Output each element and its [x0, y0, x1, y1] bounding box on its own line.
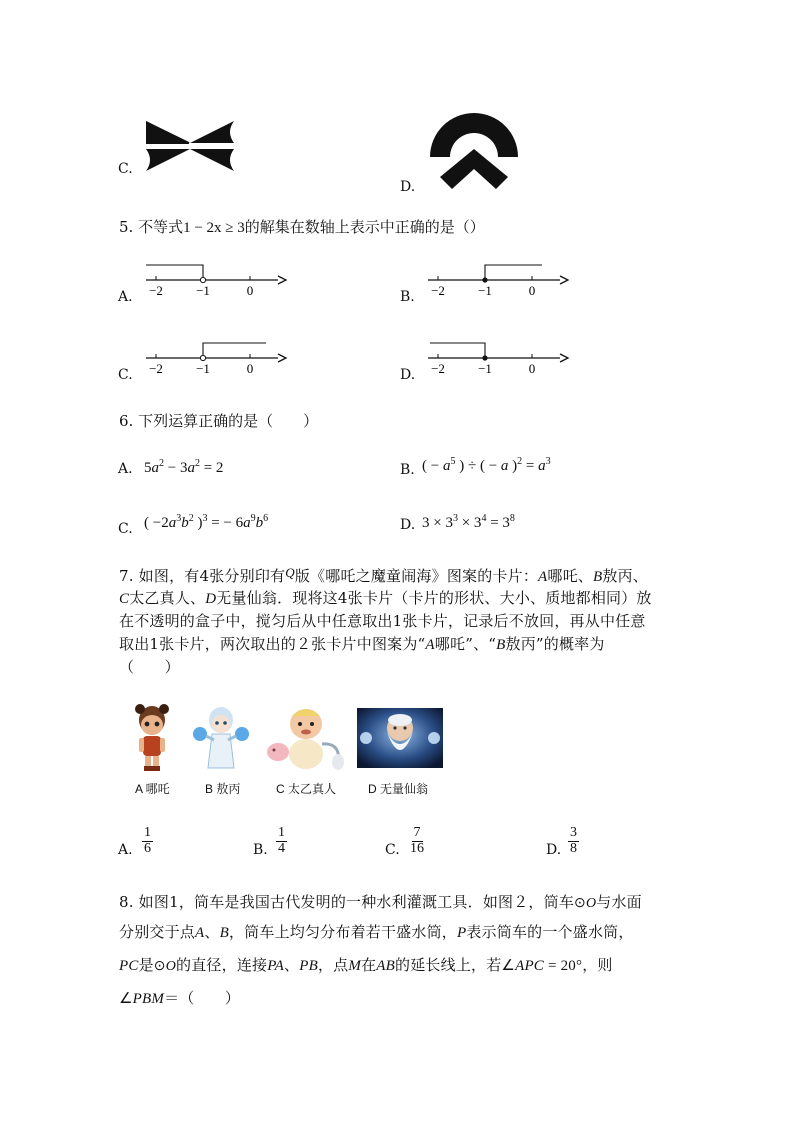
- q7-option-b-fraction: $\frac{1}{4}$: [278, 825, 285, 856]
- tick-label: 0: [528, 283, 536, 298]
- q7-option-c-label: C.: [385, 842, 400, 858]
- q8-line-1: 8. 如图1，筒车是我国古代发明的一种水利灌溉工具．如图２，筒车⊙O与水面: [119, 893, 642, 911]
- tick-label: 0: [528, 361, 536, 376]
- q8-line-2: 分别交于点A、B，筒车上均匀分布着若干盛水筒，P表示筒车的一个盛水筒，: [119, 923, 634, 941]
- card-caption-a: A 哪吒: [135, 782, 170, 796]
- q7-option-a-fraction: $\frac{1}{6}$: [144, 825, 151, 856]
- card-caption-d: D 无量仙翁: [368, 782, 429, 796]
- number-line-c: [140, 336, 290, 376]
- tick-label: −1: [196, 361, 210, 376]
- q7-option-d-fraction: $\frac{3}{8}$: [570, 825, 577, 856]
- tick-label: −2: [431, 361, 445, 376]
- number-line-b: [422, 258, 572, 298]
- q4-option-c-label: C.: [118, 161, 133, 177]
- q5-option-c-label: C.: [118, 367, 133, 383]
- q6-option-c-expr: ( $-2a^3b^2$ )$^3$ = − $6a^9b^6$: [144, 513, 269, 531]
- number-line-a: [140, 258, 290, 298]
- q6-option-b-expr: ( − $a^5$ ) ÷ ( − a )$^2 = a^3$: [422, 456, 551, 474]
- q7-option-b-label: B.: [253, 842, 268, 858]
- q6-option-b-label: B.: [400, 462, 415, 478]
- number-line-d: [422, 336, 572, 376]
- tick-label: −1: [478, 361, 492, 376]
- card-caption-b: B 敖丙: [205, 782, 241, 796]
- q5-option-d-label: D.: [400, 367, 416, 383]
- q8-line-3: PC是⊙O的直径，连接PA、PB，点M在AB的延长线上，若∠APC = 20°，则: [119, 956, 613, 974]
- tick-label: −2: [431, 283, 445, 298]
- q6-option-d-expr: $3 \times 3^3 \times 3^4 = 3^8$: [422, 513, 515, 531]
- tick-label: −2: [149, 283, 163, 298]
- q6-option-a-expr: $5a^2 - 3a^2 = 2$: [144, 458, 224, 476]
- bowtie-shape-figure: [140, 118, 240, 174]
- q6-option-a-label: A.: [118, 461, 133, 477]
- tick-label: −1: [196, 283, 210, 298]
- wuliang-card-image: [357, 708, 443, 768]
- q6-option-c-label: C.: [118, 521, 133, 537]
- q6-option-d-label: D.: [400, 517, 416, 533]
- aobing-card-image: [192, 702, 250, 772]
- q7-option-d-label: D.: [546, 842, 562, 858]
- q4-option-d-label: D.: [400, 179, 416, 195]
- q5-option-b-label: B.: [400, 289, 415, 305]
- q5-stem: 5. 不等式1 − 2x ≥ 3的解集在数轴上表示中正确的是（）: [119, 218, 485, 236]
- tick-label: −1: [478, 283, 492, 298]
- q5-option-a-label: A.: [118, 289, 133, 305]
- tick-label: −2: [149, 361, 163, 376]
- q7-line-4: 取出1张卡片，两次取出的２张卡片中图案为“A哪吒”、“B敖丙”的概率为: [119, 635, 605, 653]
- q7-option-c-fraction: $\frac{7}{16}$: [410, 825, 424, 856]
- tick-label: 0: [246, 361, 254, 376]
- q7-option-a-label: A.: [118, 842, 133, 858]
- tick-label: 0: [246, 283, 254, 298]
- arch-shape-figure: [428, 105, 520, 193]
- q6-stem: 6. 下列运算正确的是（ ）: [119, 412, 319, 430]
- q5-inequality: 1 − 2x ≥ 3: [183, 220, 245, 236]
- card-caption-c: C 太乙真人: [276, 782, 337, 796]
- q7-line-3: 在不透明的盒子中，搅匀后从中任意取出1张卡片，记录后不放回，再从中任意: [119, 612, 646, 630]
- q7-line-2: C太乙真人、D无量仙翁．现将这4张卡片（卡片的形状、大小、质地都相同）放: [119, 589, 652, 607]
- q8-line-4: ∠PBM＝（ ）: [119, 989, 241, 1007]
- q7-line-1: 7. 如图，有4张分别印有Q版《哪吒之魔童闹海》图案的卡片：A哪吒、B敖丙、: [119, 565, 648, 585]
- nezha-card-image: [130, 702, 174, 772]
- taiyi-card-image: [266, 702, 346, 772]
- q7-line-5: （ ）: [119, 658, 180, 676]
